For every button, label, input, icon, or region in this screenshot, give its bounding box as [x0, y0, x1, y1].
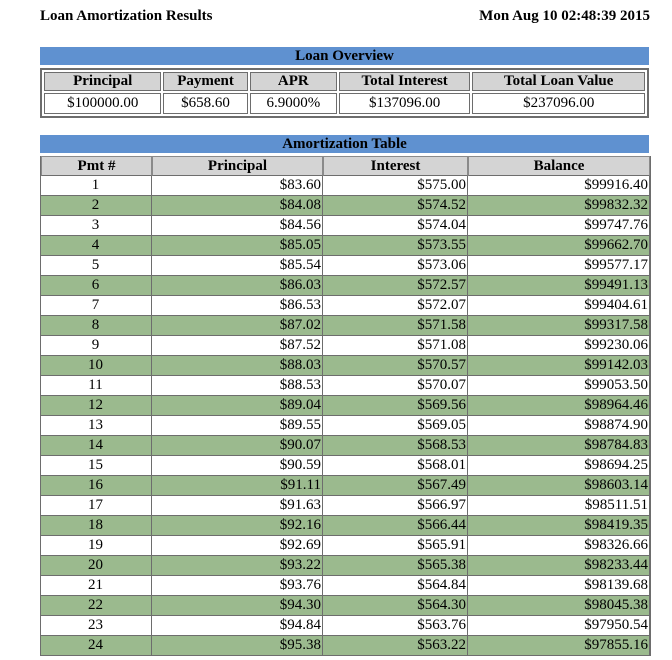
interest-cell: $571.08 — [323, 336, 468, 356]
pmt-number-cell: 9 — [41, 336, 152, 356]
principal-cell: $83.60 — [152, 176, 323, 196]
principal-cell: $89.55 — [152, 416, 323, 436]
pmt-number-cell: 18 — [41, 516, 152, 536]
balance-cell: $98964.46 — [468, 396, 650, 416]
table-row — [41, 556, 650, 576]
amortization-body — [41, 176, 650, 656]
interest-cell: $574.52 — [323, 196, 468, 216]
principal-cell: $94.84 — [152, 616, 323, 636]
overview-total-interest-value: $137096.00 — [339, 93, 470, 114]
pmt-number-cell: 6 — [41, 276, 152, 296]
table-row — [41, 276, 650, 296]
interest-cell: $569.05 — [323, 416, 468, 436]
balance-cell: $99577.17 — [468, 256, 650, 276]
pmt-number-cell: 19 — [41, 536, 152, 556]
principal-cell: $86.03 — [152, 276, 323, 296]
interest-cell: $564.84 — [323, 576, 468, 596]
balance-cell: $98784.83 — [468, 436, 650, 456]
balance-cell: $99053.50 — [468, 376, 650, 396]
amortization-header-row — [41, 156, 650, 176]
principal-cell: $91.63 — [152, 496, 323, 516]
balance-cell: $98139.68 — [468, 576, 650, 596]
interest-cell: $566.44 — [323, 516, 468, 536]
pmt-number-cell: 1 — [41, 176, 152, 196]
balance-cell: $98326.66 — [468, 536, 650, 556]
principal-cell: $95.38 — [152, 636, 323, 656]
amortization-table-banner: Amortization Table — [40, 135, 649, 153]
amort-col-interest: Interest — [323, 156, 468, 176]
table-row — [41, 516, 650, 536]
pmt-number-cell: 13 — [41, 416, 152, 436]
interest-cell: $571.58 — [323, 316, 468, 336]
interest-cell: $568.53 — [323, 436, 468, 456]
interest-cell: $565.38 — [323, 556, 468, 576]
interest-cell: $572.07 — [323, 296, 468, 316]
principal-cell: $88.53 — [152, 376, 323, 396]
overview-total-loan-value: $237096.00 — [472, 93, 645, 114]
overview-col-payment: Payment — [163, 72, 247, 91]
overview-col-apr: APR — [250, 72, 337, 91]
balance-cell: $99491.13 — [468, 276, 650, 296]
overview-header-row — [44, 72, 645, 91]
interest-cell: $563.76 — [323, 616, 468, 636]
interest-cell: $565.91 — [323, 536, 468, 556]
table-row — [41, 456, 650, 476]
pmt-number-cell: 21 — [41, 576, 152, 596]
interest-cell: $573.06 — [323, 256, 468, 276]
amort-col-pmt: Pmt # — [41, 156, 152, 176]
pmt-number-cell: 15 — [41, 456, 152, 476]
amort-col-balance: Balance — [468, 156, 650, 176]
principal-cell: $93.22 — [152, 556, 323, 576]
principal-cell: $91.11 — [152, 476, 323, 496]
table-row — [41, 296, 650, 316]
pmt-number-cell: 12 — [41, 396, 152, 416]
overview-col-principal: Principal — [44, 72, 161, 91]
balance-cell: $99916.40 — [468, 176, 650, 196]
balance-cell: $99230.06 — [468, 336, 650, 356]
principal-cell: $94.30 — [152, 596, 323, 616]
table-row — [41, 496, 650, 516]
interest-cell: $563.22 — [323, 636, 468, 656]
table-row — [41, 616, 650, 636]
principal-cell: $89.04 — [152, 396, 323, 416]
table-row — [41, 216, 650, 236]
table-row — [41, 176, 650, 196]
principal-cell: $85.54 — [152, 256, 323, 276]
table-row — [41, 356, 650, 376]
interest-cell: $566.97 — [323, 496, 468, 516]
principal-cell: $92.16 — [152, 516, 323, 536]
table-row — [41, 336, 650, 356]
table-row — [41, 416, 650, 436]
interest-cell: $575.00 — [323, 176, 468, 196]
pmt-number-cell: 24 — [41, 636, 152, 656]
pmt-number-cell: 2 — [41, 196, 152, 216]
balance-cell: $99142.03 — [468, 356, 650, 376]
overview-payment-value: $658.60 — [163, 93, 247, 114]
balance-cell: $99747.76 — [468, 216, 650, 236]
principal-cell: $90.07 — [152, 436, 323, 456]
pmt-number-cell: 16 — [41, 476, 152, 496]
overview-principal-value: $100000.00 — [44, 93, 161, 114]
principal-cell: $86.53 — [152, 296, 323, 316]
amortization-table — [40, 156, 651, 656]
balance-cell: $98233.44 — [468, 556, 650, 576]
principal-cell: $92.69 — [152, 536, 323, 556]
interest-cell: $570.57 — [323, 356, 468, 376]
interest-cell: $570.07 — [323, 376, 468, 396]
pmt-number-cell: 20 — [41, 556, 152, 576]
table-row — [41, 236, 650, 256]
principal-cell: $90.59 — [152, 456, 323, 476]
interest-cell: $567.49 — [323, 476, 468, 496]
table-row — [41, 596, 650, 616]
pmt-number-cell: 14 — [41, 436, 152, 456]
pmt-number-cell: 5 — [41, 256, 152, 276]
table-row — [41, 316, 650, 336]
interest-cell: $564.30 — [323, 596, 468, 616]
balance-cell: $99404.61 — [468, 296, 650, 316]
pmt-number-cell: 7 — [41, 296, 152, 316]
overview-col-total-interest: Total Interest — [339, 72, 470, 91]
balance-cell: $99662.70 — [468, 236, 650, 256]
pmt-number-cell: 17 — [41, 496, 152, 516]
pmt-number-cell: 8 — [41, 316, 152, 336]
pmt-number-cell: 3 — [41, 216, 152, 236]
table-row — [41, 396, 650, 416]
table-row — [41, 476, 650, 496]
interest-cell: $572.57 — [323, 276, 468, 296]
interest-cell: $573.55 — [323, 236, 468, 256]
interest-cell: $569.56 — [323, 396, 468, 416]
principal-cell: $93.76 — [152, 576, 323, 596]
principal-cell: $87.02 — [152, 316, 323, 336]
table-row — [41, 576, 650, 596]
pmt-number-cell: 23 — [41, 616, 152, 636]
balance-cell: $98511.51 — [468, 496, 650, 516]
balance-cell: $98694.25 — [468, 456, 650, 476]
balance-cell: $98419.35 — [468, 516, 650, 536]
principal-cell: $84.08 — [152, 196, 323, 216]
amort-col-principal: Principal — [152, 156, 323, 176]
table-row — [41, 196, 650, 216]
balance-cell: $99317.58 — [468, 316, 650, 336]
page-title: Loan Amortization Results — [40, 8, 213, 24]
balance-cell: $97855.16 — [468, 636, 650, 656]
balance-cell: $99832.32 — [468, 196, 650, 216]
loan-overview-banner: Loan Overview — [40, 47, 649, 65]
overview-col-total-loan-value: Total Loan Value — [472, 72, 645, 91]
principal-cell: $85.05 — [152, 236, 323, 256]
balance-cell: $97950.54 — [468, 616, 650, 636]
table-row — [41, 256, 650, 276]
overview-values-row — [44, 93, 645, 114]
table-row — [41, 436, 650, 456]
table-row — [41, 536, 650, 556]
timestamp: Mon Aug 10 02:48:39 2015 — [479, 8, 650, 24]
balance-cell: $98874.90 — [468, 416, 650, 436]
principal-cell: $84.56 — [152, 216, 323, 236]
pmt-number-cell: 22 — [41, 596, 152, 616]
pmt-number-cell: 4 — [41, 236, 152, 256]
interest-cell: $568.01 — [323, 456, 468, 476]
balance-cell: $98603.14 — [468, 476, 650, 496]
table-row — [41, 636, 650, 656]
overview-apr-value: 6.9000% — [250, 93, 337, 114]
interest-cell: $574.04 — [323, 216, 468, 236]
pmt-number-cell: 11 — [41, 376, 152, 396]
table-row — [41, 376, 650, 396]
loan-overview-table — [40, 68, 649, 118]
pmt-number-cell: 10 — [41, 356, 152, 376]
principal-cell: $88.03 — [152, 356, 323, 376]
principal-cell: $87.52 — [152, 336, 323, 356]
balance-cell: $98045.38 — [468, 596, 650, 616]
